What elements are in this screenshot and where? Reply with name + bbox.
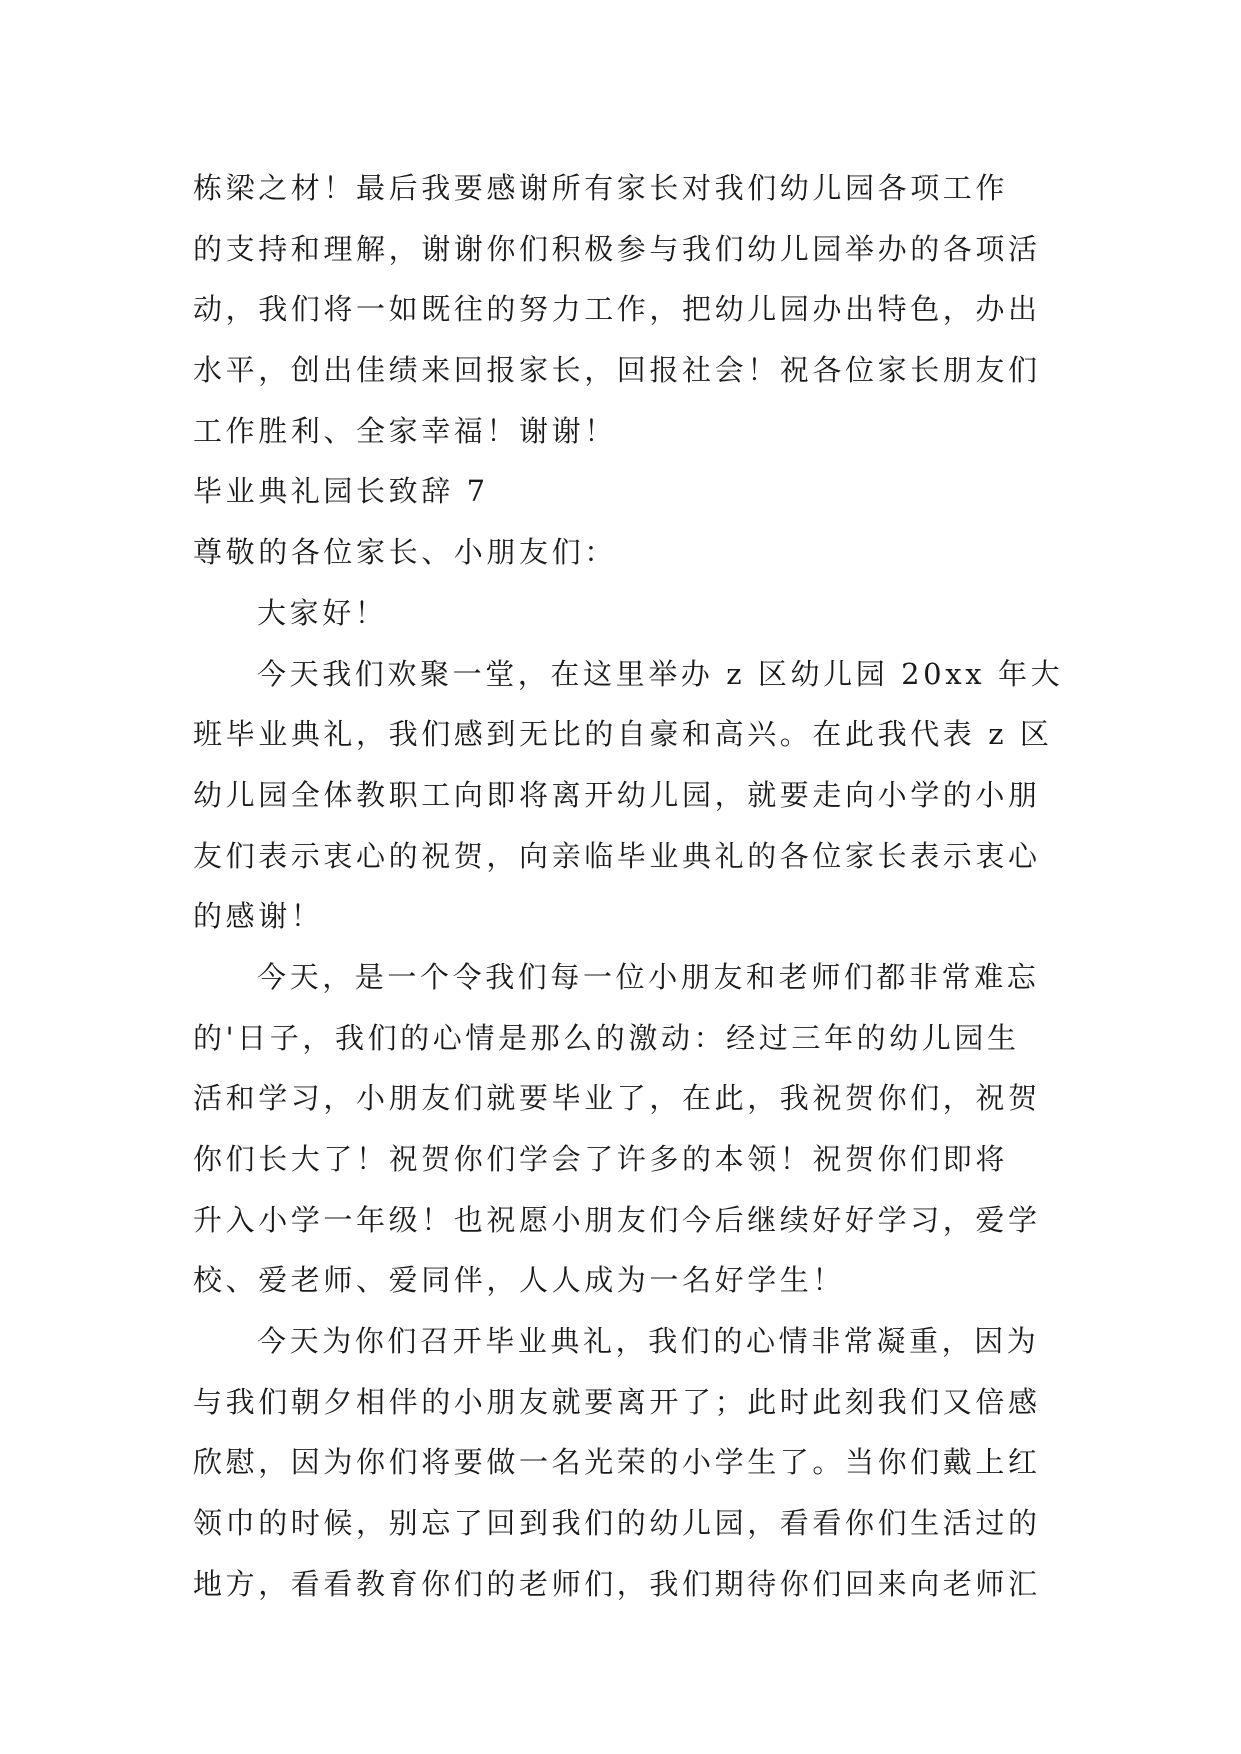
text-line: 领巾的时候，别忘了回到我们的幼儿园，看看你们生活过的 [193, 1506, 1041, 1541]
text-line: 今天我们欢聚一堂，在这里举办 z 区幼儿园 20xx 年大 [257, 656, 1064, 691]
text-line: 毕业典礼园长致辞 7 [193, 474, 489, 509]
document-body [193, 158, 1064, 1615]
text-line: 工作胜利、全家幸福！谢谢！ [193, 413, 617, 448]
text-line: 与我们朝夕相伴的小朋友就要离开了；此时此刻我们又倍感 [193, 1384, 1041, 1419]
text-line: 大家好！ [257, 595, 388, 630]
text-line: 欣慰，因为你们将要做一名光荣的小学生了。当你们戴上红 [193, 1445, 1041, 1480]
text-line: 校、爱老师、爱同伴，人人成为一名好学生！ [193, 1263, 846, 1298]
text-line: 的感谢！ [193, 899, 324, 934]
text-line: 地方，看看教育你们的老师们，我们期待你们回来向老师汇 [193, 1566, 1041, 1601]
text-line: 今天为你们召开毕业典礼，我们的心情非常凝重，因为 [257, 1324, 1040, 1359]
text-line: 水平，创出佳绩来回报家长，回报社会！祝各位家长朋友们 [193, 353, 1041, 388]
text-line: 的支持和理解，谢谢你们积极参与我们幼儿园举办的各项活 [193, 231, 1041, 266]
text-line: 幼儿园全体教职工向即将离开幼儿园，就要走向小学的小朋 [193, 777, 1041, 812]
text-line: 尊敬的各位家长、小朋友们： [193, 535, 617, 570]
text-line: 今天，是一个令我们每一位小朋友和老师们都非常难忘 [257, 959, 1040, 994]
text-line: 你们长大了！祝贺你们学会了许多的本领！祝贺你们即将 [193, 1142, 1009, 1176]
text-line: 升入小学一年级！也祝愿小朋友们今后继续好好学习，爱学 [193, 1202, 1041, 1237]
text-line: 友们表示衷心的祝贺，向亲临毕业典礼的各位家长表示衷心 [193, 838, 1041, 873]
text-line: 栋梁之材！最后我要感谢所有家长对我们幼儿园各项工作 [193, 171, 1009, 205]
text-line: 活和学习，小朋友们就要毕业了，在此，我祝贺你们，祝贺 [193, 1081, 1041, 1116]
text-line: 动，我们将一如既往的努力工作，把幼儿园办出特色，办出 [193, 292, 1041, 327]
text-line: 班毕业典礼，我们感到无比的自豪和高兴。在此我代表 z 区 [193, 717, 1053, 752]
text-line: 的'日子，我们的心情是那么的激动：经过三年的幼儿园生 [193, 1020, 1020, 1055]
